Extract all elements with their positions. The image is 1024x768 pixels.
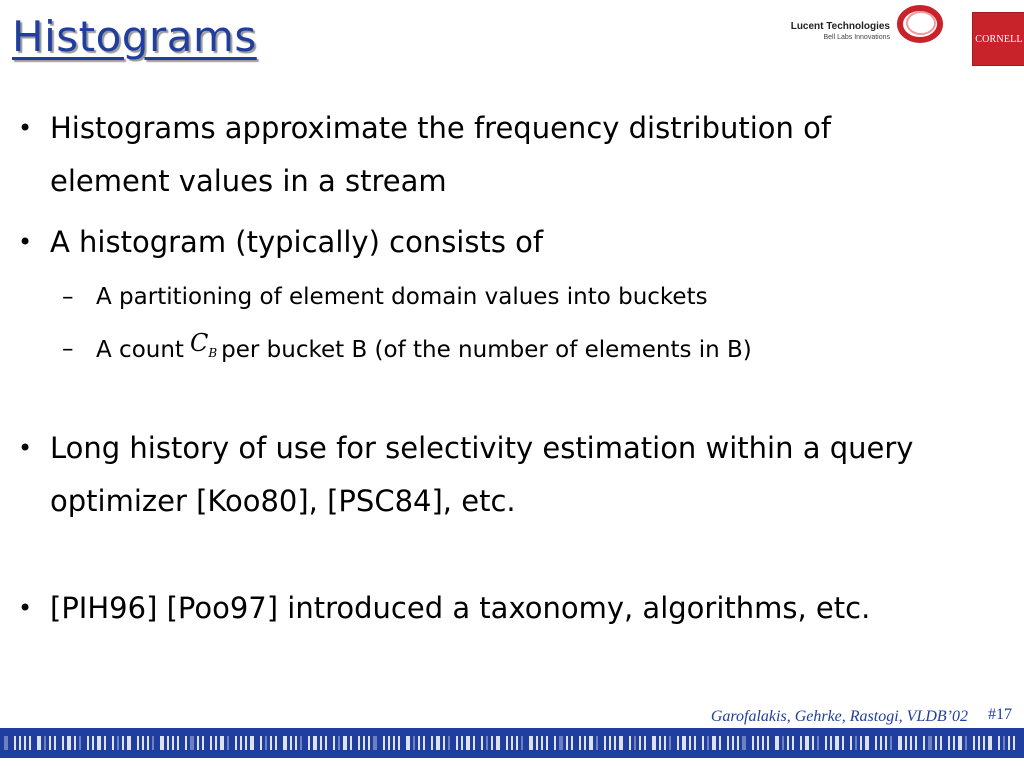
barcode-stripe bbox=[566, 736, 568, 750]
barcode-stripe bbox=[767, 736, 769, 750]
barcode-stripe bbox=[496, 736, 500, 750]
barcode-stripe bbox=[491, 736, 493, 750]
count-formula bbox=[189, 329, 218, 360]
barcode-stripe bbox=[127, 736, 131, 750]
barcode-stripe bbox=[320, 736, 322, 750]
bullet-marker: • bbox=[18, 594, 33, 622]
barcode-stripe bbox=[473, 736, 475, 750]
barcode-stripe bbox=[948, 736, 950, 750]
barcode-stripe bbox=[850, 736, 852, 750]
barcode-stripe bbox=[659, 736, 661, 750]
barcode-stripe bbox=[792, 736, 794, 750]
subbullet-2-after: per bucket B (of the number of elements in B) bbox=[221, 337, 752, 363]
barcode-stripe bbox=[614, 736, 616, 750]
barcode-stripe bbox=[571, 736, 573, 750]
barcode-stripe bbox=[1008, 736, 1010, 750]
barcode-stripe bbox=[812, 736, 814, 750]
barcode-stripe bbox=[240, 736, 242, 750]
barcode-stripe bbox=[265, 736, 267, 750]
barcode-stripe bbox=[604, 736, 606, 750]
barcode-stripe bbox=[928, 736, 932, 750]
barcode-stripe bbox=[393, 736, 395, 750]
barcode-stripe bbox=[910, 736, 912, 750]
barcode-stripe bbox=[79, 736, 81, 750]
decorative-barcode-bar bbox=[0, 728, 1024, 758]
barcode-stripe bbox=[988, 736, 992, 750]
barcode-stripe bbox=[112, 736, 114, 750]
barcode-stripe bbox=[190, 736, 194, 750]
lucent-name: Lucent Technologies bbox=[790, 21, 890, 32]
barcode-stripe bbox=[160, 736, 164, 750]
subbullet-2-text bbox=[96, 329, 752, 374]
barcode-stripe bbox=[313, 736, 317, 750]
barcode-stripe bbox=[308, 736, 310, 750]
barcode-stripe bbox=[202, 736, 204, 750]
barcode-stripe bbox=[752, 736, 754, 750]
barcode-stripe bbox=[619, 736, 623, 750]
barcode-stripe bbox=[521, 736, 523, 750]
barcode-stripe bbox=[152, 736, 154, 750]
barcode-stripe bbox=[669, 736, 671, 750]
barcode-stripe bbox=[875, 736, 877, 750]
barcode-stripe bbox=[885, 736, 887, 750]
barcode-stripe bbox=[529, 736, 533, 750]
barcode-stripe bbox=[461, 736, 463, 750]
barcode-stripe bbox=[122, 736, 124, 750]
barcode-stripe bbox=[707, 736, 709, 750]
barcode-stripe bbox=[290, 736, 292, 750]
barcode-stripe bbox=[682, 736, 686, 750]
barcode-stripe bbox=[775, 736, 779, 750]
barcode-stripe bbox=[466, 736, 470, 750]
subbullet-2-before: A count bbox=[96, 337, 184, 363]
barcode-stripe bbox=[147, 736, 149, 750]
barcode-stripe bbox=[639, 736, 641, 750]
barcode-stripe bbox=[880, 736, 882, 750]
barcode-stripe bbox=[1013, 736, 1015, 750]
lucent-ring-icon bbox=[894, 2, 946, 46]
barcode-stripe bbox=[702, 736, 704, 750]
subbullet-marker: – bbox=[62, 284, 74, 310]
barcode-stripe bbox=[915, 736, 917, 750]
barcode-stripe bbox=[388, 736, 390, 750]
barcode-stripe bbox=[511, 736, 513, 750]
barcode-stripe bbox=[481, 736, 483, 750]
barcode-stripe bbox=[998, 736, 1000, 750]
page-prefix: # bbox=[988, 706, 996, 723]
barcode-stripe bbox=[456, 736, 458, 750]
barcode-stripe bbox=[185, 736, 187, 750]
count-formula-sub: B bbox=[208, 345, 218, 360]
barcode-stripe bbox=[935, 736, 937, 750]
barcode-stripe bbox=[37, 736, 41, 750]
barcode-stripe bbox=[363, 736, 365, 750]
barcode-stripe bbox=[142, 736, 144, 750]
barcode-stripe bbox=[652, 736, 656, 750]
barcode-stripe bbox=[958, 736, 962, 750]
barcode-stripe bbox=[541, 736, 543, 750]
bullet-1-line-2: element values in a stream bbox=[50, 164, 447, 198]
barcode-stripe bbox=[398, 736, 400, 750]
barcode-stripe bbox=[220, 736, 224, 750]
barcode-stripe bbox=[423, 736, 425, 750]
barcode-stripe bbox=[732, 736, 734, 750]
barcode-stripe bbox=[333, 736, 335, 750]
barcode-stripe bbox=[629, 736, 631, 750]
barcode-stripe bbox=[368, 736, 370, 750]
barcode-stripe bbox=[44, 736, 46, 750]
barcode-stripe bbox=[644, 736, 646, 750]
barcode-stripe bbox=[727, 736, 729, 750]
barcode-stripe bbox=[712, 736, 716, 750]
barcode-stripe bbox=[825, 736, 827, 750]
barcode-stripe bbox=[443, 736, 445, 750]
barcode-stripe bbox=[805, 736, 809, 750]
barcode-stripe bbox=[338, 736, 340, 750]
barcode-stripe bbox=[486, 736, 488, 750]
barcode-stripe bbox=[905, 736, 907, 750]
barcode-stripe bbox=[373, 736, 377, 750]
barcode-stripe bbox=[830, 736, 832, 750]
barcode-stripe bbox=[609, 736, 611, 750]
bullet-marker: • bbox=[18, 434, 33, 462]
barcode-stripe bbox=[74, 736, 76, 750]
page-number bbox=[988, 706, 1012, 724]
barcode-stripe bbox=[546, 736, 548, 750]
barcode-stripe bbox=[29, 736, 31, 750]
barcode-stripe bbox=[983, 736, 985, 750]
barcode-stripe bbox=[383, 736, 385, 750]
barcode-stripe bbox=[694, 736, 696, 750]
barcode-stripe bbox=[965, 736, 967, 750]
barcode-stripe bbox=[275, 736, 277, 750]
barcode-stripe bbox=[664, 736, 666, 750]
barcode-stripe bbox=[898, 736, 902, 750]
barcode-stripe bbox=[634, 736, 636, 750]
barcode-stripe bbox=[177, 736, 179, 750]
barcode-stripe bbox=[516, 736, 518, 750]
barcode-stripe bbox=[953, 736, 955, 750]
barcode-stripe bbox=[978, 736, 980, 750]
barcode-stripe bbox=[1003, 736, 1005, 750]
barcode-stripe bbox=[448, 736, 450, 750]
barcode-stripe bbox=[589, 736, 593, 750]
barcode-stripe bbox=[227, 736, 229, 750]
barcode-stripe bbox=[54, 736, 56, 750]
barcode-stripe bbox=[762, 736, 764, 750]
logo-area bbox=[764, 0, 1024, 70]
bullet-1-line-1: Histograms approximate the frequency distribution of bbox=[50, 111, 832, 145]
barcode-stripe bbox=[579, 736, 581, 750]
barcode-stripe bbox=[295, 736, 297, 750]
subbullet-1-text: A partitioning of element domain values into buckets bbox=[96, 284, 708, 310]
barcode-stripe bbox=[506, 736, 508, 750]
barcode-stripe bbox=[757, 736, 759, 750]
barcode-stripe bbox=[855, 736, 857, 750]
barcode-stripe bbox=[19, 736, 21, 750]
barcode-stripe bbox=[737, 736, 739, 750]
barcode-stripe bbox=[137, 736, 139, 750]
barcode-stripe bbox=[14, 736, 16, 750]
cornell-logo bbox=[972, 12, 1024, 66]
barcode-stripe bbox=[92, 736, 94, 750]
barcode-stripe bbox=[940, 736, 942, 750]
barcode-stripe bbox=[260, 736, 262, 750]
bullet-4-text: [PIH96] [Poo97] introduced a taxonomy, algorithms, etc. bbox=[50, 591, 871, 625]
barcode-stripe bbox=[800, 736, 802, 750]
barcode-stripe bbox=[817, 736, 819, 750]
barcode-stripe bbox=[97, 736, 101, 750]
footer-citation: Garofalakis, Gehrke, Rastogi, VLDB’02 bbox=[710, 708, 968, 725]
cornell-logo-text: CORNELL bbox=[975, 33, 1023, 45]
barcode-stripe bbox=[418, 736, 420, 750]
barcode-stripe bbox=[172, 736, 174, 750]
barcode-stripe bbox=[197, 736, 199, 750]
bullet-3-line-2: optimizer [Koo80], [PSC84], etc. bbox=[50, 484, 516, 518]
subbullet-marker: – bbox=[62, 336, 74, 362]
barcode-stripe bbox=[923, 736, 925, 750]
barcode-stripe bbox=[782, 736, 784, 750]
bullet-marker: • bbox=[18, 114, 33, 142]
slide-title: Histograms bbox=[12, 12, 257, 61]
barcode-stripe bbox=[842, 736, 844, 750]
barcode-stripe bbox=[300, 736, 302, 750]
barcode-stripe bbox=[62, 736, 64, 750]
barcode-stripe bbox=[245, 736, 247, 750]
barcode-stripe bbox=[67, 736, 71, 750]
barcode-stripe bbox=[719, 736, 721, 750]
barcode-stripe bbox=[350, 736, 352, 750]
count-formula-base: C bbox=[189, 329, 209, 357]
barcode-stripe bbox=[358, 736, 360, 750]
barcode-stripe bbox=[787, 736, 789, 750]
barcode-stripe bbox=[559, 736, 563, 750]
barcode-stripe bbox=[689, 736, 691, 750]
bullet-2-text: A histogram (typically) consists of bbox=[50, 225, 544, 259]
barcode-stripe bbox=[283, 736, 287, 750]
barcode-stripe bbox=[117, 736, 119, 750]
barcode-stripe bbox=[210, 736, 212, 750]
barcode-stripe bbox=[677, 736, 679, 750]
barcode-stripe bbox=[235, 736, 237, 750]
barcode-stripe bbox=[24, 736, 26, 750]
barcode-stripe bbox=[431, 736, 433, 750]
barcode-stripe bbox=[49, 736, 51, 750]
barcode-stripe bbox=[413, 736, 415, 750]
barcode-stripe bbox=[325, 736, 327, 750]
barcode-stripe bbox=[343, 736, 347, 750]
barcode-stripe bbox=[596, 736, 598, 750]
lucent-logo-text bbox=[770, 22, 890, 41]
barcode-stripe bbox=[536, 736, 538, 750]
bullet-3-line-1: Long history of use for selectivity estimation within a query bbox=[50, 431, 914, 465]
barcode-stripe bbox=[865, 736, 869, 750]
barcode-stripe bbox=[406, 736, 410, 750]
barcode-stripe bbox=[104, 736, 106, 750]
barcode-stripe bbox=[973, 736, 975, 750]
barcode-stripe bbox=[250, 736, 254, 750]
barcode-stripe bbox=[860, 736, 862, 750]
page-number-value: 17 bbox=[996, 706, 1012, 723]
barcode-stripe bbox=[270, 736, 272, 750]
barcode-stripe bbox=[742, 736, 746, 750]
barcode-stripe bbox=[215, 736, 217, 750]
lucent-tagline: Bell Labs Innovations bbox=[823, 34, 890, 41]
barcode-stripe bbox=[554, 736, 556, 750]
barcode-stripe bbox=[584, 736, 586, 750]
barcode-stripe bbox=[436, 736, 440, 750]
bullet-marker: • bbox=[18, 228, 33, 256]
barcode-stripe bbox=[890, 736, 892, 750]
barcode-stripe bbox=[167, 736, 169, 750]
barcode-stripe bbox=[87, 736, 89, 750]
barcode-stripe bbox=[4, 736, 8, 750]
barcode-stripe bbox=[835, 736, 839, 750]
